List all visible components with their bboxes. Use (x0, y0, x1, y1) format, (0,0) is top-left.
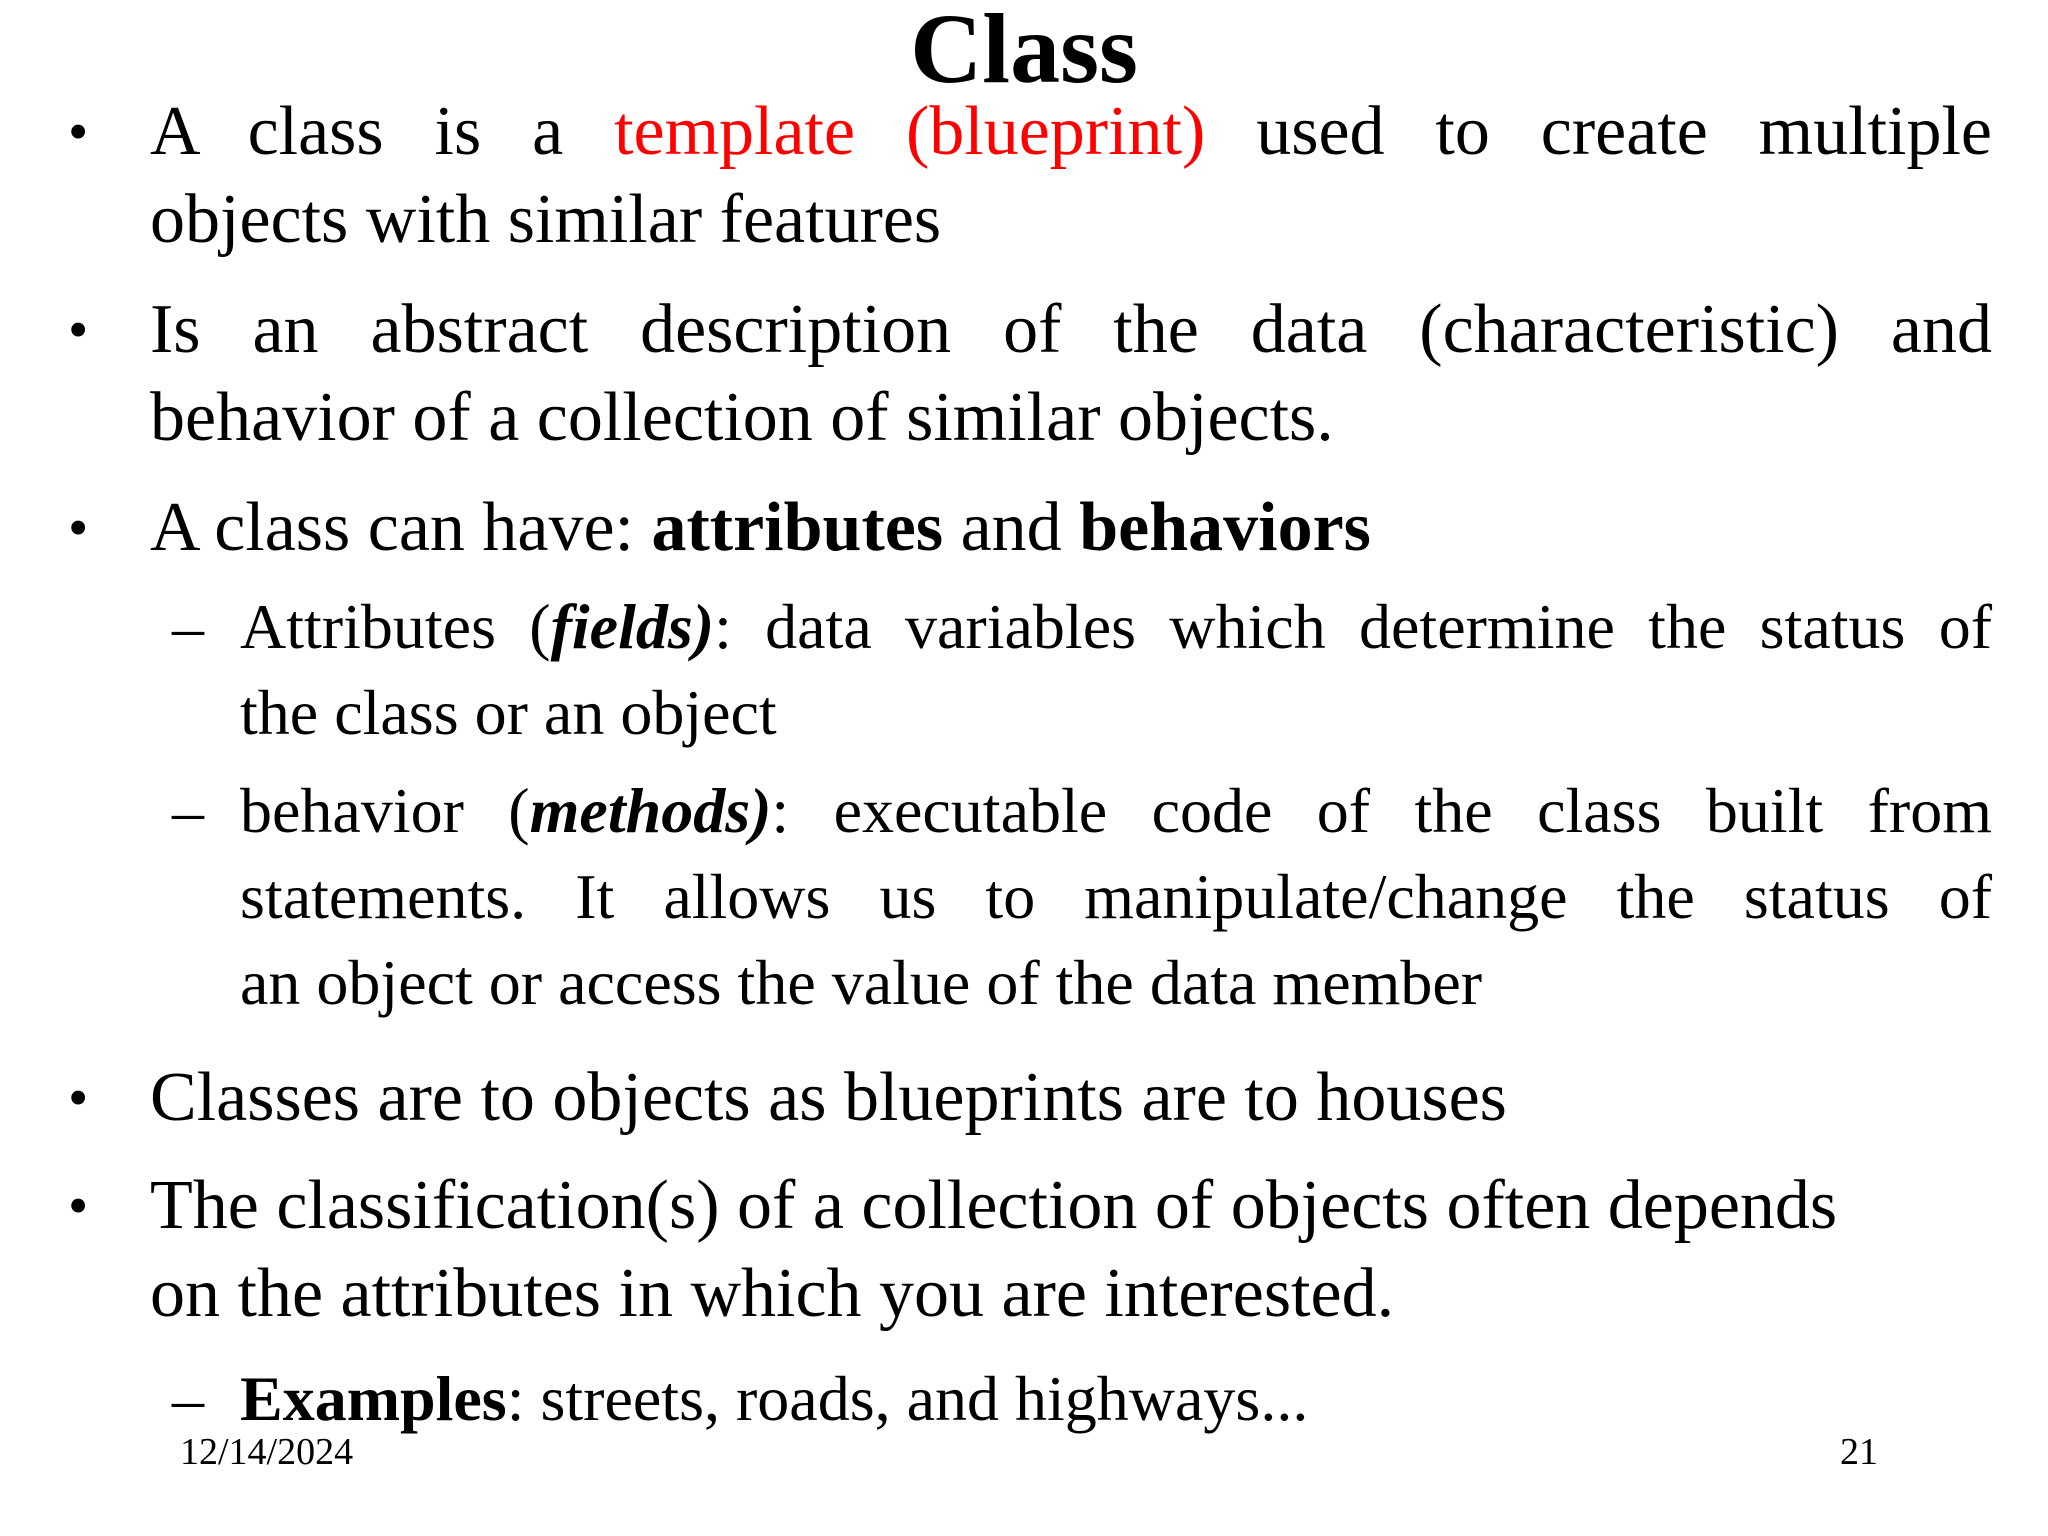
bullet-marker: • (68, 1065, 89, 1130)
bullet-5-line-1: The classification(s) of a collection of objects often depends (150, 1167, 1838, 1244)
sub-1-emphasis: fields) (550, 591, 715, 662)
bullet-2-line-2: behavior of a collection of similar objects. (150, 379, 1334, 456)
sub-item-3 (172, 1356, 1992, 1442)
sub-1-post: : data variables which determine the status of (714, 591, 1993, 662)
sub-2-pre: behavior ( (240, 775, 530, 846)
bullet-marker: • (68, 495, 89, 560)
bullet-marker: • (68, 297, 89, 362)
footer-date: 12/14/2024 (180, 1431, 354, 1473)
slide-number: 21 (1840, 1431, 1878, 1473)
bullet-1-highlight: template (blueprint) (614, 93, 1206, 170)
sub-3-bold-examples: Examples (240, 1363, 507, 1434)
bullet-5-line-2: on the attributes in which you are interested. (150, 1255, 1395, 1332)
bullet-2-line-1: Is an abstract description of the data (characteristic) and (150, 291, 1992, 368)
sub-item-1 (172, 584, 1993, 756)
bullet-item-5 (68, 1162, 1992, 1338)
bullet-3-bold-behaviors: behaviors (1079, 489, 1371, 566)
slide-title: Class (910, 0, 1138, 104)
bullet-1-text-a: A class is a (150, 93, 615, 170)
sub-3-post: : streets, roads, and highways... (506, 1363, 1309, 1434)
bullet-1-line-1 (150, 88, 1992, 176)
bullet-3-line (150, 484, 1992, 572)
bullet-item-3 (68, 484, 1992, 572)
bullet-item-4 (68, 1054, 1992, 1142)
bullet-3-bold-attributes: attributes (651, 489, 944, 566)
dash-marker: – (172, 591, 204, 662)
sub-2-emphasis: methods) (529, 775, 772, 846)
sub-1-line-1 (240, 584, 1992, 670)
bullet-3-text-b: and (943, 489, 1080, 566)
bullet-4-line: Classes are to objects as blueprints are to houses (150, 1059, 1507, 1136)
sub-2-line-1 (240, 768, 1992, 854)
sub-3-line (240, 1356, 1992, 1442)
bullet-marker: • (68, 99, 89, 164)
bullet-marker: • (68, 1173, 89, 1238)
sub-1-pre: Attributes ( (240, 591, 551, 662)
sub-1-line-2: the class or an object (240, 677, 777, 748)
bullet-1-line-2: objects with similar features (150, 181, 942, 258)
dash-marker: – (172, 1363, 204, 1434)
sub-2-line-3: an object or access the value of the data member (240, 947, 1483, 1018)
sub-item-2 (172, 768, 1993, 1026)
sub-2-post: : executable code of the class built from (771, 775, 1993, 846)
bullet-3-text-a: A class can have: (150, 489, 652, 566)
sub-2-line-2: statements. It allows us to manipulate/change the status of (240, 861, 1992, 932)
bullet-item-1 (68, 88, 1992, 264)
bullet-1-text-b: used to create multiple (1205, 93, 1992, 170)
dash-marker: – (172, 775, 204, 846)
bullet-item-2 (68, 286, 1992, 462)
